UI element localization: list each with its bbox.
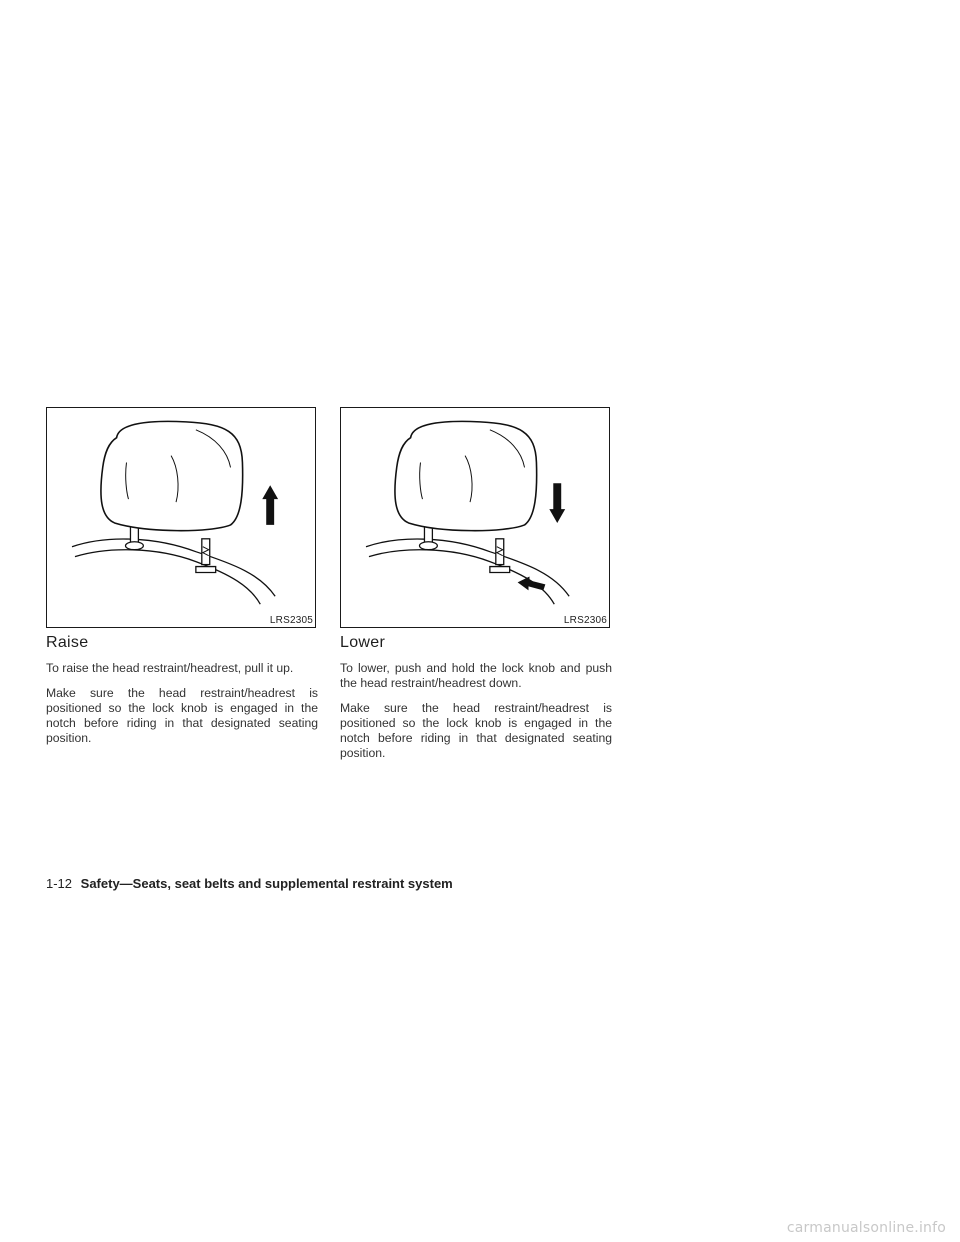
arrow-up-icon: [262, 485, 278, 525]
arrow-down-icon: [549, 483, 565, 523]
figure-label: LRS2306: [563, 615, 607, 626]
page-number: 1-12: [46, 876, 73, 891]
lower-section: [340, 634, 612, 771]
headrest-raise-drawing: [47, 408, 315, 627]
raise-paragraph-2: Make sure the head restraint/headrest is positioned so the lock knob is engaged in the notch before riding in that designated seating position.: [46, 686, 318, 745]
page-footer: [46, 876, 453, 891]
raise-illustration: [46, 407, 316, 628]
figure-label: LRS2305: [269, 615, 313, 626]
raise-heading: Raise: [46, 634, 89, 651]
lower-heading: Lower: [340, 634, 386, 651]
lower-paragraph-1: To lower, push and hold the lock knob and push the head restraint/headrest down.: [340, 661, 612, 690]
raise-section: [46, 634, 318, 756]
lower-paragraph-2: Make sure the head restraint/headrest is positioned so the lock knob is engaged in the notch before riding in that designated seating position.: [340, 701, 612, 760]
headrest-lower-drawing: [341, 408, 609, 627]
raise-paragraph-1: To raise the head restraint/headrest, pull it up.: [46, 661, 294, 675]
arrow-push-icon: [518, 576, 546, 590]
watermark-link[interactable]: carmanualsonline.info: [786, 1220, 946, 1236]
section-title: Safety—Seats, seat belts and supplemental restraint system: [80, 876, 453, 891]
lower-illustration: [340, 407, 610, 628]
